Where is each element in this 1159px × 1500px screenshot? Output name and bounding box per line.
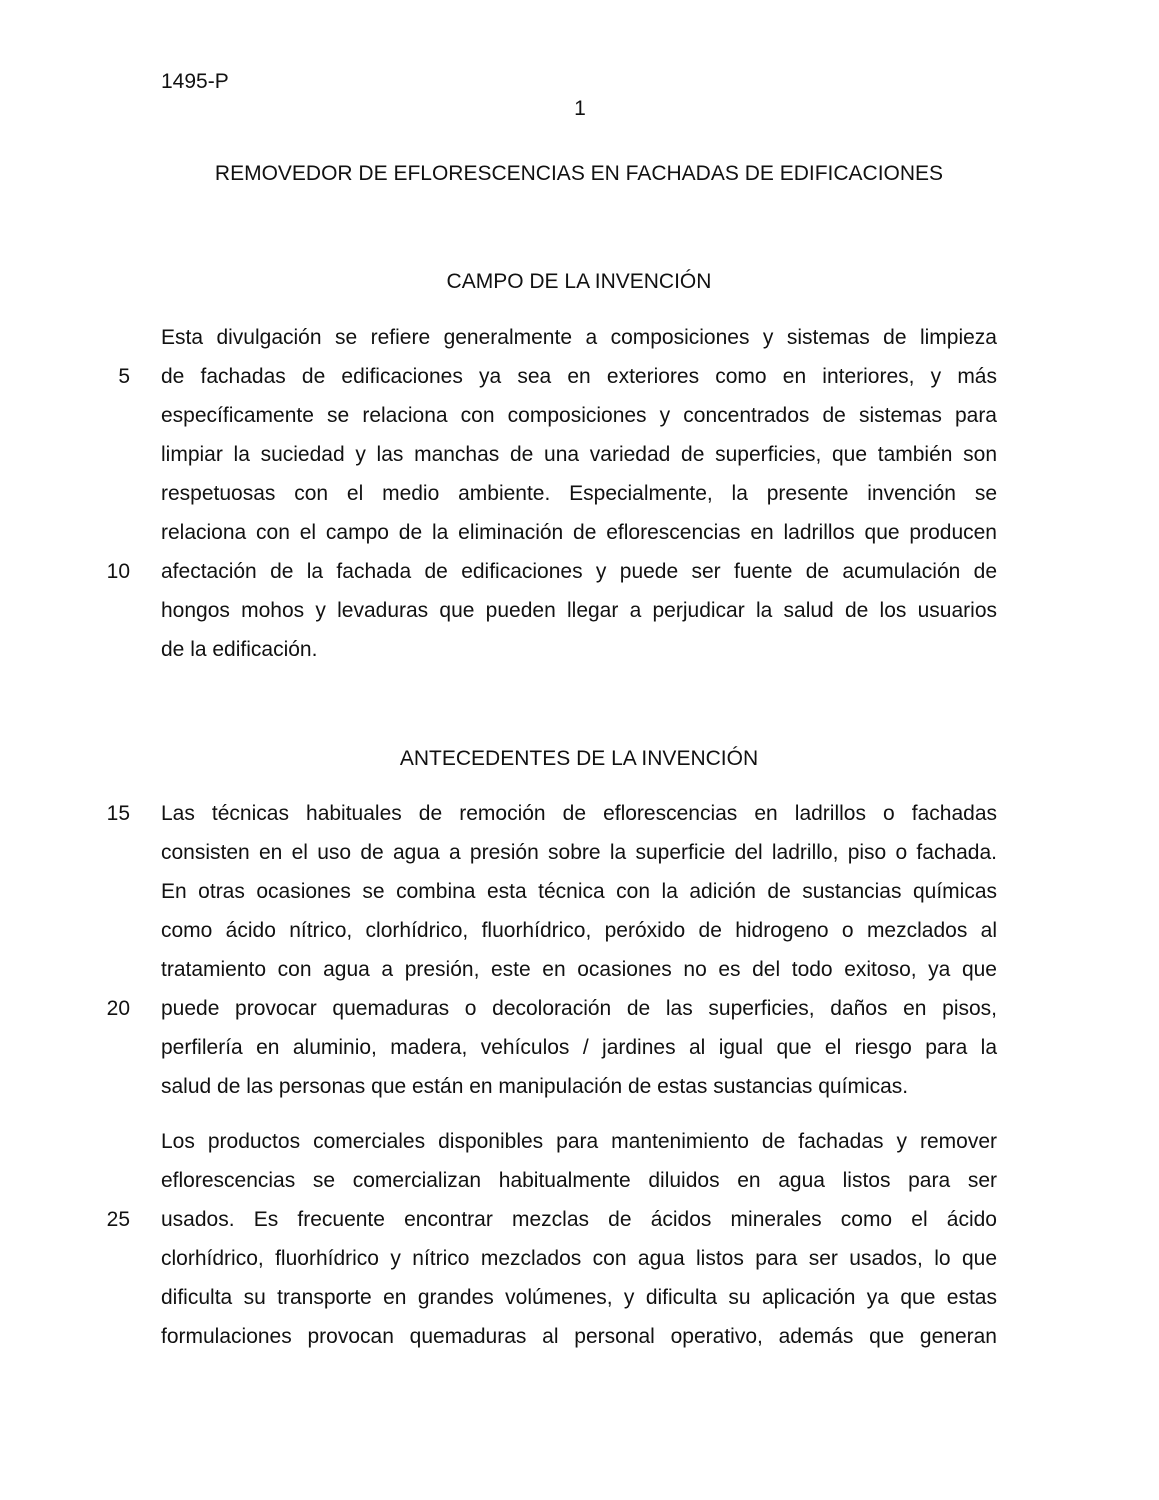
text-line: salud de las personas que están en manipulación de estas sustancias químicas. (161, 1075, 909, 1098)
page-number: 1 (574, 97, 586, 120)
text-line: consisten en el uso de agua a presión sobre la superficie del ladrillo, piso o fachada. (161, 841, 997, 864)
text-line: perfilería en aluminio, madera, vehículos / jardines al igual que el riesgo para la (161, 1036, 997, 1059)
text-line: puede provocar quemaduras o decoloración de las superficies, daños en pisos, (161, 997, 997, 1020)
text-line: dificulta su transporte en grandes volúmenes, y dificulta su aplicación ya que estas (161, 1286, 997, 1309)
text-line: eflorescencias se comercializan habitualmente diluidos en agua listos para ser (161, 1169, 997, 1192)
text-line: relaciona con el campo de la eliminación de eflorescencias en ladrillos que producen (161, 521, 997, 544)
text-line: usados. Es frecuente encontrar mezclas de ácidos minerales como el ácido (161, 1208, 997, 1231)
text-line: limpiar la suciedad y las manchas de una variedad de superficies, que también son (161, 443, 997, 466)
text-line: de fachadas de edificaciones ya sea en exteriores como en interiores, y más (161, 365, 997, 388)
text-line: Esta divulgación se refiere generalmente a composiciones y sistemas de limpieza (161, 326, 997, 349)
line-number: 20 (106, 997, 130, 1020)
section-heading-campo: CAMPO DE LA INVENCIÓN (446, 270, 712, 293)
text-line: tratamiento con agua a presión, este en ocasiones no es del todo exitoso, ya que (161, 958, 997, 981)
section-heading-antecedentes: ANTECEDENTES DE LA INVENCIÓN (399, 747, 759, 770)
text-line: afectación de la fachada de edificaciones y puede ser fuente de acumulación de (161, 560, 997, 583)
text-line: respetuosas con el medio ambiente. Especialmente, la presente invención se (161, 482, 997, 505)
line-number: 5 (118, 365, 130, 388)
text-line: específicamente se relaciona con composiciones y concentrados de sistemas para (161, 404, 997, 427)
text-line: En otras ocasiones se combina esta técnica con la adición de sustancias químicas (161, 880, 997, 903)
text-line: hongos mohos y levaduras que pueden llegar a perjudicar la salud de los usuarios (161, 599, 997, 622)
document-code: 1495-P (161, 70, 229, 93)
text-line: Los productos comerciales disponibles para mantenimiento de fachadas y remover (161, 1130, 997, 1153)
text-line: formulaciones provocan quemaduras al personal operativo, además que generan (161, 1325, 997, 1348)
text-line: como ácido nítrico, clorhídrico, fluorhídrico, peróxido de hidrogeno o mezclados al (161, 919, 997, 942)
document-title: REMOVEDOR DE EFLORESCENCIAS EN FACHADAS DE EDIFICACIONES (214, 162, 944, 185)
text-line: de la edificación. (161, 638, 318, 661)
line-number: 15 (106, 802, 130, 825)
text-line: Las técnicas habituales de remoción de eflorescencias en ladrillos o fachadas (161, 802, 997, 825)
text-line: clorhídrico, fluorhídrico y nítrico mezclados con agua listos para ser usados, lo que (161, 1247, 997, 1270)
line-number: 25 (106, 1208, 130, 1231)
line-number: 10 (106, 560, 130, 583)
